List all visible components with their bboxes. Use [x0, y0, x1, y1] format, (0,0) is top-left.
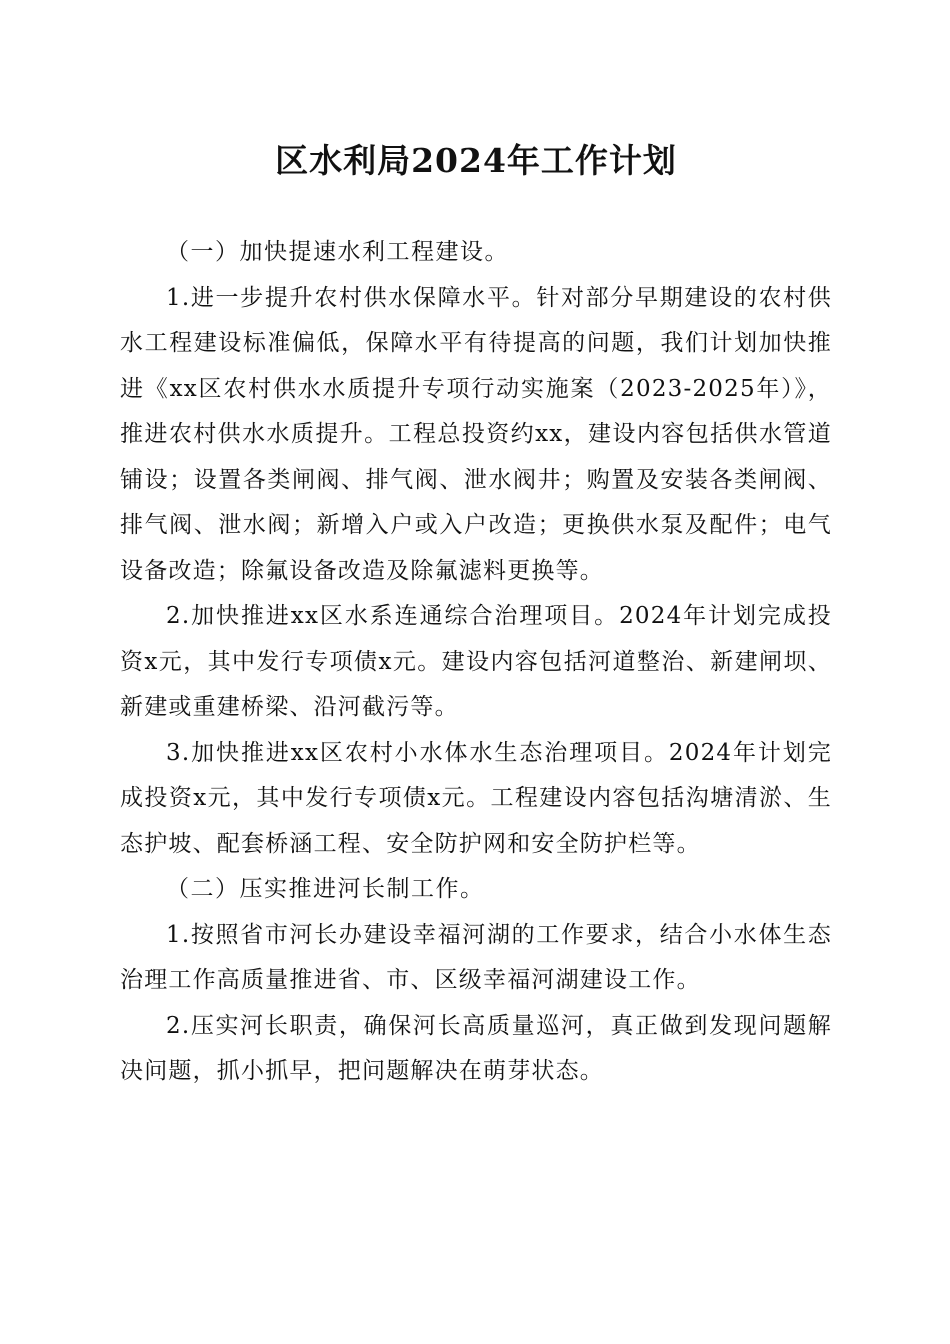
section-heading: （二）压实推进河长制工作。	[166, 876, 485, 902]
section-heading: （一）加快提速水利工程建设。	[166, 239, 509, 265]
paragraph: 2.加快推进xx区水系连通综合治理项目。2024年计划完成投资x元，其中发行专项债x元。建设内容包括河道整治、新建闸坝、新建或重建桥梁、沿河截污等。	[120, 603, 832, 720]
paragraph: 3.加快推进xx区农村小水体水生态治理项目。2024年计划完成投资x元，其中发行专项债x元。工程建设内容包括沟塘清淤、生态护坡、配套桥涵工程、安全防护网和安全防护栏等。	[120, 739, 832, 857]
paragraph: 1.进一步提升农村供水保障水平。针对部分早期建设的农村供水工程建设标准偏低，保障水平有待提高的问题，我们计划加快推进《xx区农村供水水质提升专项行动实施案（2023-2025年）》，推进农村供水水质提升。工程总投资约xx，建设内容包括供水管道铺设；设置各类闸阀、排气阀、泄水阀井；购置及安装各类闸阀、排气阀、泄水阀；新增入户或入户改造；更换供水泵及配件；电气设备改造；除氟设备改造及除氟滤料更换等。	[120, 284, 832, 584]
paragraph: 2.压实河长职责，确保河长高质量巡河，真正做到发现问题解决问题，抓小抓早，把问题解决在萌芽状态。	[120, 1012, 832, 1084]
section-1	[120, 230, 832, 867]
document-title: 区水利局2024年工作计划	[275, 141, 677, 180]
section-2	[120, 867, 832, 1095]
paragraph: 1.按照省市河长办建设幸福河湖的工作要求，结合小水体生态治理工作高质量推进省、市、区级幸福河湖建设工作。	[120, 921, 832, 993]
